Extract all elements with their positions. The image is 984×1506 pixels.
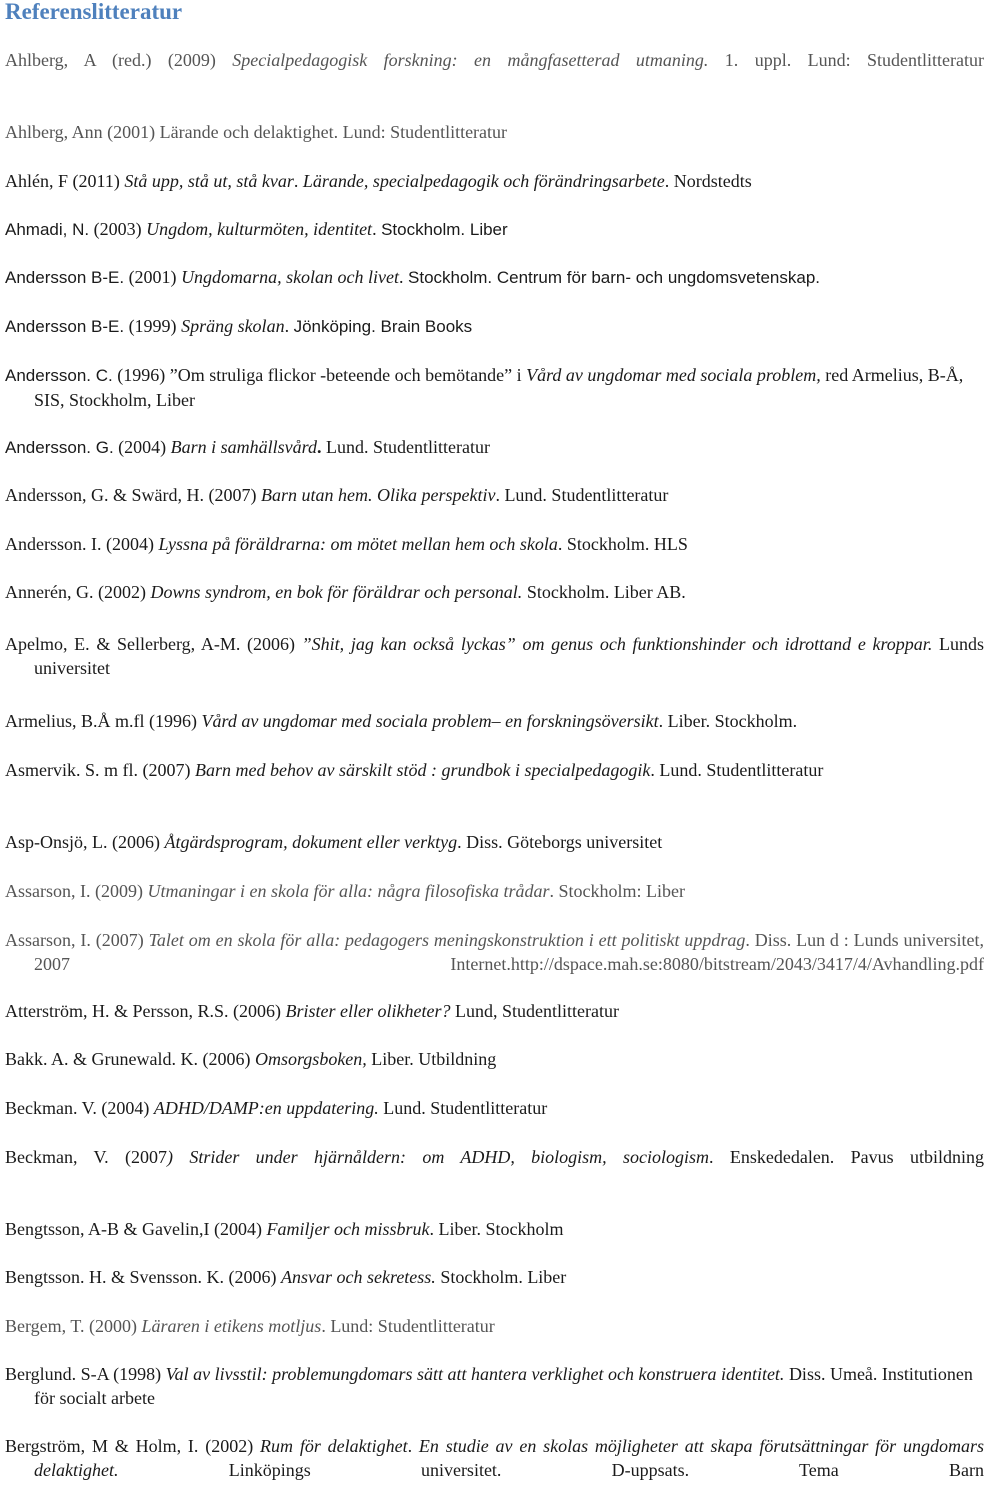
reference-entry xyxy=(5,928,984,1000)
reference-entry xyxy=(5,879,984,903)
reference-entry xyxy=(5,1362,984,1410)
reference-entry xyxy=(5,1217,984,1241)
reference-text: Linköpings universitet. D-uppsats. Tema Barn xyxy=(118,1460,984,1480)
reference-title: Vård av ungdomar med sociala problem, xyxy=(526,365,821,385)
reference-text: . Lund. Studentlitteratur xyxy=(495,485,669,505)
reference-entry xyxy=(5,999,984,1023)
reference-text: Diss. Umeå. Institutionen för socialt arbete xyxy=(34,1364,973,1408)
reference-text: Beckman, V. (2007 xyxy=(5,1147,167,1167)
reference-text: 1. uppl. Lund: Studentlitteratur xyxy=(708,50,984,70)
reference-text: . xyxy=(317,437,322,457)
reference-entry xyxy=(5,169,984,193)
reference-title: ) Strider under hjärnåldern: om ADHD, biologism, sociologism xyxy=(167,1147,710,1167)
reference-title: Brister eller olikheter? xyxy=(285,1001,451,1021)
reference-text: (2004) xyxy=(113,437,171,457)
reference-title: En studie av en skolas möjligheter att skapa förutsättningar för ungdomars delaktighet. xyxy=(34,1436,984,1480)
reference-entry xyxy=(5,830,984,854)
reference-entry xyxy=(5,120,984,144)
reference-text: Apelmo, E. & Sellerberg, A-M. (2006) xyxy=(5,634,302,654)
reference-entry xyxy=(5,48,984,96)
reference-text: (1996) ”Om struliga flickor -beteende och bemötande” i xyxy=(112,365,527,385)
reference-title: Åtgärdsprogram, dokument eller verktyg xyxy=(164,832,458,852)
reference-title: Utmaningar i en skola för alla: några filosofiska trådar xyxy=(147,881,550,901)
reference-entry xyxy=(5,314,984,339)
reference-text: . Nordstedts xyxy=(664,171,752,191)
reference-text: Andersson B-E. xyxy=(5,268,125,287)
page-title: Referenslitteratur xyxy=(5,0,183,24)
reference-text: Asmervik. S. m fl. (2007) xyxy=(5,760,195,780)
reference-text: Atterström, H. & Persson, R.S. (2006) xyxy=(5,1001,286,1021)
reference-text: Armelius, B.Å m.fl (1996) xyxy=(5,711,202,731)
reference-text: Liber. Utbildning xyxy=(366,1049,497,1069)
reference-text: . Stockholm. HLS xyxy=(557,534,688,554)
reference-text: Stockholm. Liber xyxy=(381,220,508,239)
reference-title: Stå upp, stå ut, stå kvar xyxy=(124,171,294,191)
reference-text: . xyxy=(293,171,303,191)
reference-title: Ungdom, kulturmöten, identitet xyxy=(146,219,373,239)
reference-text: Assarson, I. (2009) xyxy=(5,881,148,901)
reference-title: Rum för delaktighet xyxy=(260,1436,408,1456)
reference-text: Asp-Onsjö, L. (2006) xyxy=(5,832,165,852)
reference-entry xyxy=(5,1145,984,1193)
reference-text: Andersson. I. (2004) xyxy=(5,534,159,554)
reference-entry xyxy=(5,1434,984,1506)
reference-text: . Lund. Studentlitteratur xyxy=(650,760,824,780)
reference-entry xyxy=(5,435,984,460)
reference-title: ”Shit, jag kan också lyckas” om genus och funktionshinder och idrottand e kroppar. xyxy=(301,634,933,654)
reference-text: . xyxy=(284,316,294,336)
reference-text: Andersson, G. & Swärd, H. (2007) xyxy=(5,485,261,505)
reference-text: Lund. Studentlitteratur xyxy=(321,437,490,457)
reference-entry xyxy=(5,1265,984,1289)
reference-title: Barn i samhällsvård xyxy=(170,437,318,457)
reference-text: . Diss. Göteborgs universitet xyxy=(457,832,663,852)
reference-text: Ahlberg, Ann (2001) Lärande och delaktighet. Lund: Studentlitteratur xyxy=(5,122,508,142)
reference-entry xyxy=(5,709,984,733)
reference-text: . Liber. Stockholm xyxy=(429,1219,564,1239)
reference-text: . Stockholm: Liber xyxy=(549,881,685,901)
reference-entry xyxy=(5,363,984,412)
reference-entry xyxy=(5,1096,984,1120)
reference-text: . xyxy=(372,219,382,239)
reference-text: Andersson B-E. xyxy=(5,317,125,336)
reference-text: Ahlberg, A (red.) (2009) xyxy=(5,50,233,70)
reference-text: Stockholm. Liber AB. xyxy=(522,582,686,602)
reference-text: Annerén, G. (2002) xyxy=(5,582,151,602)
reference-entry xyxy=(5,1314,984,1338)
reference-entry xyxy=(5,483,984,507)
reference-text: Stockholm. Centrum för barn- och ungdomsvetenskap. xyxy=(408,268,821,287)
reference-text: (2003) xyxy=(89,219,147,239)
reference-entry xyxy=(5,217,984,242)
reference-text: red Armelius, B-Å, SIS, Stockholm, Liber xyxy=(34,365,964,410)
reference-title: Barn utan hem. Olika perspektiv xyxy=(260,485,496,505)
reference-title: Familjer och missbruk xyxy=(266,1219,430,1239)
reference-text: . Enskededalen. Pavus utbildning xyxy=(709,1147,984,1167)
reference-title: Val av livsstil: problemungdomars sätt att hantera verklighet och konstruera identitet. xyxy=(165,1364,785,1384)
reference-entry xyxy=(5,758,984,782)
reference-title: specialpedagogik xyxy=(524,760,651,780)
reference-text: Ahmadi, N. xyxy=(5,220,90,239)
reference-title: Ungdomarna, skolan och livet xyxy=(181,267,400,287)
reference-title: ADHD/DAMP:en uppdatering. xyxy=(153,1098,379,1118)
reference-text: Andersson. C. xyxy=(5,366,113,385)
reference-text: . xyxy=(399,267,409,287)
reference-title: Barn med behov av särskilt stöd : grundbok i xyxy=(194,760,520,780)
reference-title: Ansvar och sekretess. xyxy=(281,1267,436,1287)
reference-title: Specialpedagogisk forskning: en mångfasetterad utmaning. xyxy=(232,50,709,70)
reference-text: Bergem, T. (2000) xyxy=(5,1316,142,1336)
reference-entry xyxy=(5,532,984,556)
reference-text: (2001) xyxy=(124,267,182,287)
reference-title: Läraren i etikens motljus xyxy=(141,1316,322,1336)
reference-text: Stockholm. Liber xyxy=(435,1267,567,1287)
reference-text: Jönköping. Brain Books xyxy=(293,317,473,336)
reference-title: Omsorgsboken, xyxy=(254,1049,367,1069)
reference-title: Lärande, specialpedagogik och förändringsarbete xyxy=(302,171,665,191)
reference-text: Berglund. S-A (1998) xyxy=(5,1364,166,1384)
reference-text: Lund, Studentlitteratur xyxy=(450,1001,619,1021)
reference-entry xyxy=(5,1047,984,1071)
reference-text: Bengtsson. H. & Svensson. K. (2006) xyxy=(5,1267,282,1287)
reference-text: Lunds universitet xyxy=(34,634,984,678)
reference-text: Bakk. A. & Grunewald. K. (2006) xyxy=(5,1049,255,1069)
reference-title: Downs syndrom, en bok för föräldrar och personal. xyxy=(150,582,523,602)
reference-title: Spräng skolan xyxy=(181,316,285,336)
reference-title: Lyssna på föräldrarna: om mötet mellan hem och skola xyxy=(158,534,558,554)
reference-entry xyxy=(5,632,984,704)
reference-text: (1999) xyxy=(124,316,182,336)
reference-text: . Diss. Lun d : Lunds universitet, 2007 Internet.http://dspace.mah.se:8080/bitstream/2043/3417/4/Avhandling.pdf xyxy=(34,930,984,974)
reference-text: . Liber. Stockholm. xyxy=(658,711,798,731)
reference-text: Assarson, I. (2007) xyxy=(5,930,149,950)
reference-entry xyxy=(5,265,984,290)
reference-text: Ahlén, F (2011) xyxy=(5,171,125,191)
reference-title: Talet om en skola för alla: pedagogers meningskonstruktion i ett politiskt uppdrag xyxy=(148,930,746,950)
reference-text: Andersson. G. xyxy=(5,438,114,457)
reference-text: Bergström, M & Holm, I. (2002) xyxy=(5,1436,261,1456)
reference-text: Beckman. V. (2004) xyxy=(5,1098,154,1118)
reference-title: Vård av ungdomar med sociala problem– en forskningsöversikt xyxy=(201,711,659,731)
reference-text: . Lund: Studentlitteratur xyxy=(321,1316,495,1336)
reference-text: Bengtsson, A-B & Gavelin,I (2004) xyxy=(5,1219,267,1239)
reference-text: Lund. Studentlitteratur xyxy=(378,1098,548,1118)
reference-text: . xyxy=(407,1436,419,1456)
reference-entry xyxy=(5,580,984,604)
